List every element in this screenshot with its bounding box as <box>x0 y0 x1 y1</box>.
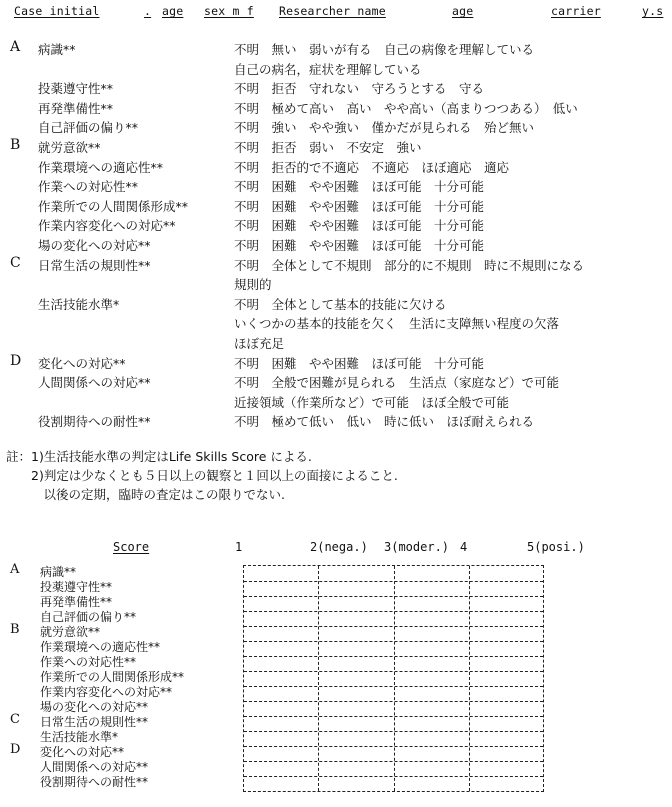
score-grid <box>243 565 544 792</box>
score-item-name: 作業への対応性** <box>40 655 137 669</box>
criterion-name: 役割期待への耐性** <box>38 414 151 430</box>
score-item-name: 自己評価の偏り** <box>40 610 137 624</box>
grid-hline <box>244 776 543 777</box>
score-col-2: 2(nega.) <box>310 540 368 554</box>
score-col-4: 4 <box>460 540 468 554</box>
criterion-options: 規則的 <box>234 277 272 293</box>
criterion-name: 作業内容変化への対応** <box>38 218 176 234</box>
case-initial-label: Case initial <box>14 4 100 18</box>
criterion-options: 自己の病名，症状を理解している <box>234 61 422 77</box>
grid-hline <box>244 746 543 747</box>
criterion-options: 不明 全体として不規則 部分的に不規則 時に不規則になる <box>234 257 585 273</box>
criterion-options: 不明 困難 やや困難 ほぼ可能 十分可能 <box>234 179 485 195</box>
criterion-name: 変化への対応** <box>38 355 126 371</box>
sex-label: sex m f <box>204 4 254 18</box>
score-section-label: D <box>10 742 21 757</box>
grid-hline <box>244 686 543 687</box>
score-col-3: 3(moder.) <box>384 540 450 554</box>
grid-hline <box>244 701 543 702</box>
criterion-name: 自己評価の偏り** <box>38 120 139 136</box>
section-label: A <box>10 39 21 55</box>
note-line: 2)判定は少なくとも５日以上の観察と１回以上の面接によること. <box>6 468 398 483</box>
score-item-name: 再発準備性** <box>40 595 113 609</box>
grid-hline <box>244 611 543 612</box>
note-line: 註：1)生活技能水準の判定はLife Skills Score による. <box>6 449 312 464</box>
criterion-options: 不明 困難 やや困難 ほぼ可能 十分可能 <box>234 355 485 371</box>
criterion-options: 不明 無い 弱いが有る 自己の病像を理解している <box>234 42 535 57</box>
grid-hline <box>244 596 543 597</box>
grid-hline <box>244 716 543 717</box>
grid-hline <box>244 626 543 627</box>
criterion-options: 不明 全般で困難が見られる 生活点（家庭など）で可能 <box>234 375 560 391</box>
criterion-options: 不明 極めて低い 低い 時に低い ほぼ耐えられる <box>234 414 535 430</box>
criterion-options: 不明 全体として基本的技能に欠ける <box>234 296 447 312</box>
score-col-1: 1 <box>235 540 243 554</box>
criterion-options: 不明 困難 やや困難 ほぼ可能 十分可能 <box>234 198 485 214</box>
criterion-name: 再発準備性** <box>38 100 114 116</box>
score-section-label: C <box>10 712 20 727</box>
criterion-name: 人間関係への対応** <box>38 375 151 391</box>
carrier-label: carrier <box>551 4 601 18</box>
grid-hline <box>244 671 543 672</box>
criterion-options: 近接領域（作業所など）で可能 ほぼ全般で可能 <box>234 394 510 410</box>
score-section-label: A <box>10 562 20 577</box>
criterion-name: 場の変化への対応** <box>38 238 151 253</box>
score-item-name: 作業所での人間関係形成** <box>40 670 185 684</box>
score-item-name: 人間関係への対応** <box>40 760 149 774</box>
grid-vline <box>318 566 319 791</box>
score-item-name: 場の変化への対応** <box>40 700 149 714</box>
note-line: 以後の定期，臨時の査定はこの限りでない. <box>6 487 285 502</box>
grid-vline <box>394 566 395 791</box>
criterion-name: 作業への対応性** <box>38 179 139 195</box>
age-label: age <box>162 4 184 18</box>
criterion-name: 作業環境への適応性** <box>38 159 164 175</box>
score-title: Score <box>113 540 150 554</box>
criterion-options: 不明 極めて高い 高い やや高い（高まりつつある） 低い <box>234 100 578 116</box>
score-section-label: B <box>10 622 20 637</box>
grid-vline <box>469 566 470 791</box>
criterion-options: 不明 拒否的で不適応 不適応 ほぼ適応 適応 <box>234 159 510 175</box>
researcher-name-label: Researcher name <box>279 4 386 18</box>
criterion-name: 作業所での人間関係形成** <box>38 198 189 214</box>
criterion-name: 投薬遵守性** <box>38 81 114 97</box>
grid-hline <box>244 656 543 657</box>
score-item-name: 日常生活の規則性** <box>40 715 149 729</box>
score-item-name: 作業内容変化への対応** <box>40 685 173 699</box>
criterion-options: 不明 困難 やや困難 ほぼ可能 十分可能 <box>234 218 485 234</box>
criterion-options: 不明 困難 やや困難 ほぼ可能 十分可能 <box>234 238 485 253</box>
criterion-name: 病識** <box>38 42 76 57</box>
score-item-name: 病識** <box>40 565 77 579</box>
criterion-options: ほぼ充足 <box>234 336 285 351</box>
criterion-options: 不明 拒否 弱い 不安定 強い <box>234 140 422 155</box>
section-label: D <box>10 352 22 369</box>
form-header <box>14 4 670 22</box>
age2-label: age <box>452 4 474 18</box>
score-item-name: 就労意欲** <box>40 625 101 639</box>
grid-hline <box>244 761 543 762</box>
score-item-name: 作業環境への適応性** <box>40 640 161 654</box>
score-item-name: 生活技能水準* <box>40 730 119 744</box>
criterion-options: 不明 拒否 守れない 守ろうとする 守る <box>234 81 485 97</box>
ys-label: y.s <box>642 4 664 18</box>
criterion-options: 不明 強い やや強い 僅かだが見られる 殆ど無い <box>234 120 535 136</box>
grid-hline <box>244 731 543 732</box>
score-item-name: 変化への対応** <box>40 745 125 759</box>
dot-label: . <box>144 4 152 18</box>
score-col-5: 5(posi.) <box>527 540 585 554</box>
grid-hline <box>244 581 543 582</box>
section-label: C <box>10 254 21 271</box>
score-item-name: 役割期待への耐性** <box>40 775 149 789</box>
criterion-options: いくつかの基本的技能を欠く 生活に支障無い程度の欠落 <box>234 316 560 332</box>
score-item-name: 投薬遵守性** <box>40 580 113 594</box>
criterion-name: 日常生活の規則性** <box>38 257 151 273</box>
criterion-name: 生活技能水準* <box>38 296 120 312</box>
criterion-name: 就労意欲** <box>38 140 101 155</box>
section-label: B <box>10 137 21 153</box>
grid-hline <box>244 641 543 642</box>
